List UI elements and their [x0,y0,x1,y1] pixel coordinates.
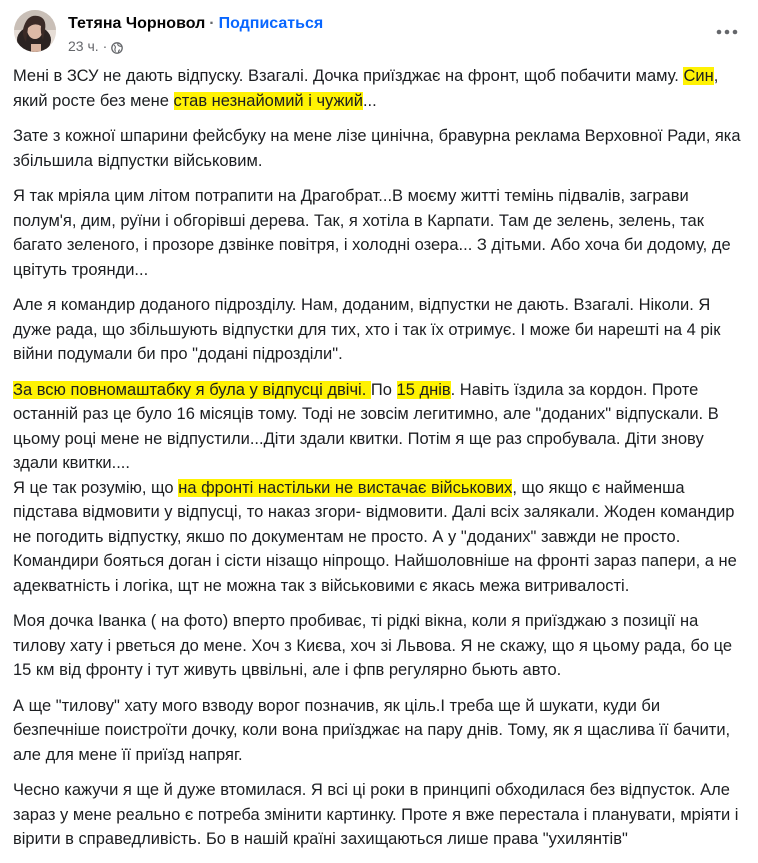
text-segment: Я так мріяла цим літом потрапити на Драгобрат...В моєму житті темінь підвалів, заграви полум'я, дим, руїни і обгорівші дерева. Так, я хотіла в Карпати. Там де зелень, зелень, так багато зеленого, і прозоре дзвінке повітря, і холодні озера... З дітьми. Або хоча би додому, де цвітуть троянди... [13,187,731,279]
text-segment: ... [362,91,377,110]
text-segment: , що якщо є найменша підстава відмовити у відпусці, то наказ згори- відмовити. Далі всіх залякали. Жоден командир не погодить відпустку, якшо по документам не просто. А у "доданих" завжди не просто. Командири бояться доган і сісти нізащо ніпрощо. Найшоловніше на фронті зараз папери, а не адекватність і логіка, щт не можна так з військовими є якась межа витривалості. [13,478,737,595]
text-segment: Мені в ЗСУ не дають відпуску. Взагалі. Дочка приїзджає на фронт, щоб побачити маму. [13,67,684,85]
highlighted-text: на фронті настільки не вистачає військових [178,478,513,497]
post-paragraph [13,378,748,599]
post-paragraph [13,64,748,113]
highlighted-text: став незнайомий і чужий [173,91,363,110]
text-segment: Зате з кожної шпарини фейсбуку на мене лізе цинічна, бравурна реклама Верховної Ради, яка збільшила відпустки військовим. [13,127,741,170]
name-separator: · [209,15,215,32]
text-segment: . Навіть їздила за кордон. Проте останній раз це було 16 місяців тому. Тоді не зовсім легитимно, але "доданих" відпускали. В цьому році мене не відпустили...Діти здали квитки. Потім я ще раз спробувала. Діти знову здали квитки.... [13,380,719,472]
follow-button[interactable]: Подписаться [218,15,324,32]
post-paragraph [13,778,748,852]
highlighted-text: За всю повномаштабку я була у відпусці двічі. [13,380,371,399]
highlighted-text: Син [683,67,714,85]
post-paragraph [13,184,748,282]
text-segment: А ще "тилову" хату мого взводу ворог позначив, як ціль.І треба ще й шукати, куди би безпечніше поистроїти дочку, коли вона приїзджає на пару днів. Тому, як я щаслива її бачити, але для мене її приїзд напряг. [13,696,731,764]
author-name[interactable]: Тетяна Чорновол [68,15,206,32]
avatar[interactable] [14,10,56,52]
post-paragraph [13,293,748,367]
post-text [13,64,748,863]
author-line [68,14,323,34]
post-meta [68,37,123,55]
text-segment: Моя дочка Іванка ( на фото) вперто пробиває, ті рідкі вікна, коли я приїзджаю з позиції на тилову хату і рветься до мене. Хоч з Києва, хоч зі Львова. Я не скажу, що я цьому рада, бо це 15 км від фронту і тут живуть цввільні, але і фпв регулярно бьють авто. [13,612,733,679]
highlighted-text: 15 днів [396,380,451,399]
post-paragraph [13,694,748,768]
meta-separator: · [102,38,108,54]
post-time[interactable]: 23 ч. [68,38,99,54]
post-header [0,0,758,64]
globe-icon [111,40,123,52]
text-segment: , який росте без мене [13,67,719,110]
text-segment: Я це так розумію, що [13,478,179,497]
post-paragraph [13,124,748,173]
profile-photo [14,10,56,52]
text-segment: Але я командир доданого підрозділу. Нам, доданим, відпустки не дають. Взагалі. Ніколи. Я дуже рада, що збільшують відпустки для тих, хто і так їх отримує. І може би нарешті на 4 рік війни подумали би про "додані підрозділи". [13,296,721,363]
more-options-icon[interactable] [712,20,742,44]
post-paragraph [13,609,748,683]
text-segment: Чесно кажучи я ще й дуже втомилася. Я всі ці роки в принципі обходилася без відпусток. Але зараз у мене реально є потреба змінити картинку. Проте я вже перестала і планувати, мріяти і вірити в справедливість. Бо в нашій країні захищаються лише права "ухилянтів" [13,781,739,848]
text-segment: По [370,380,397,399]
